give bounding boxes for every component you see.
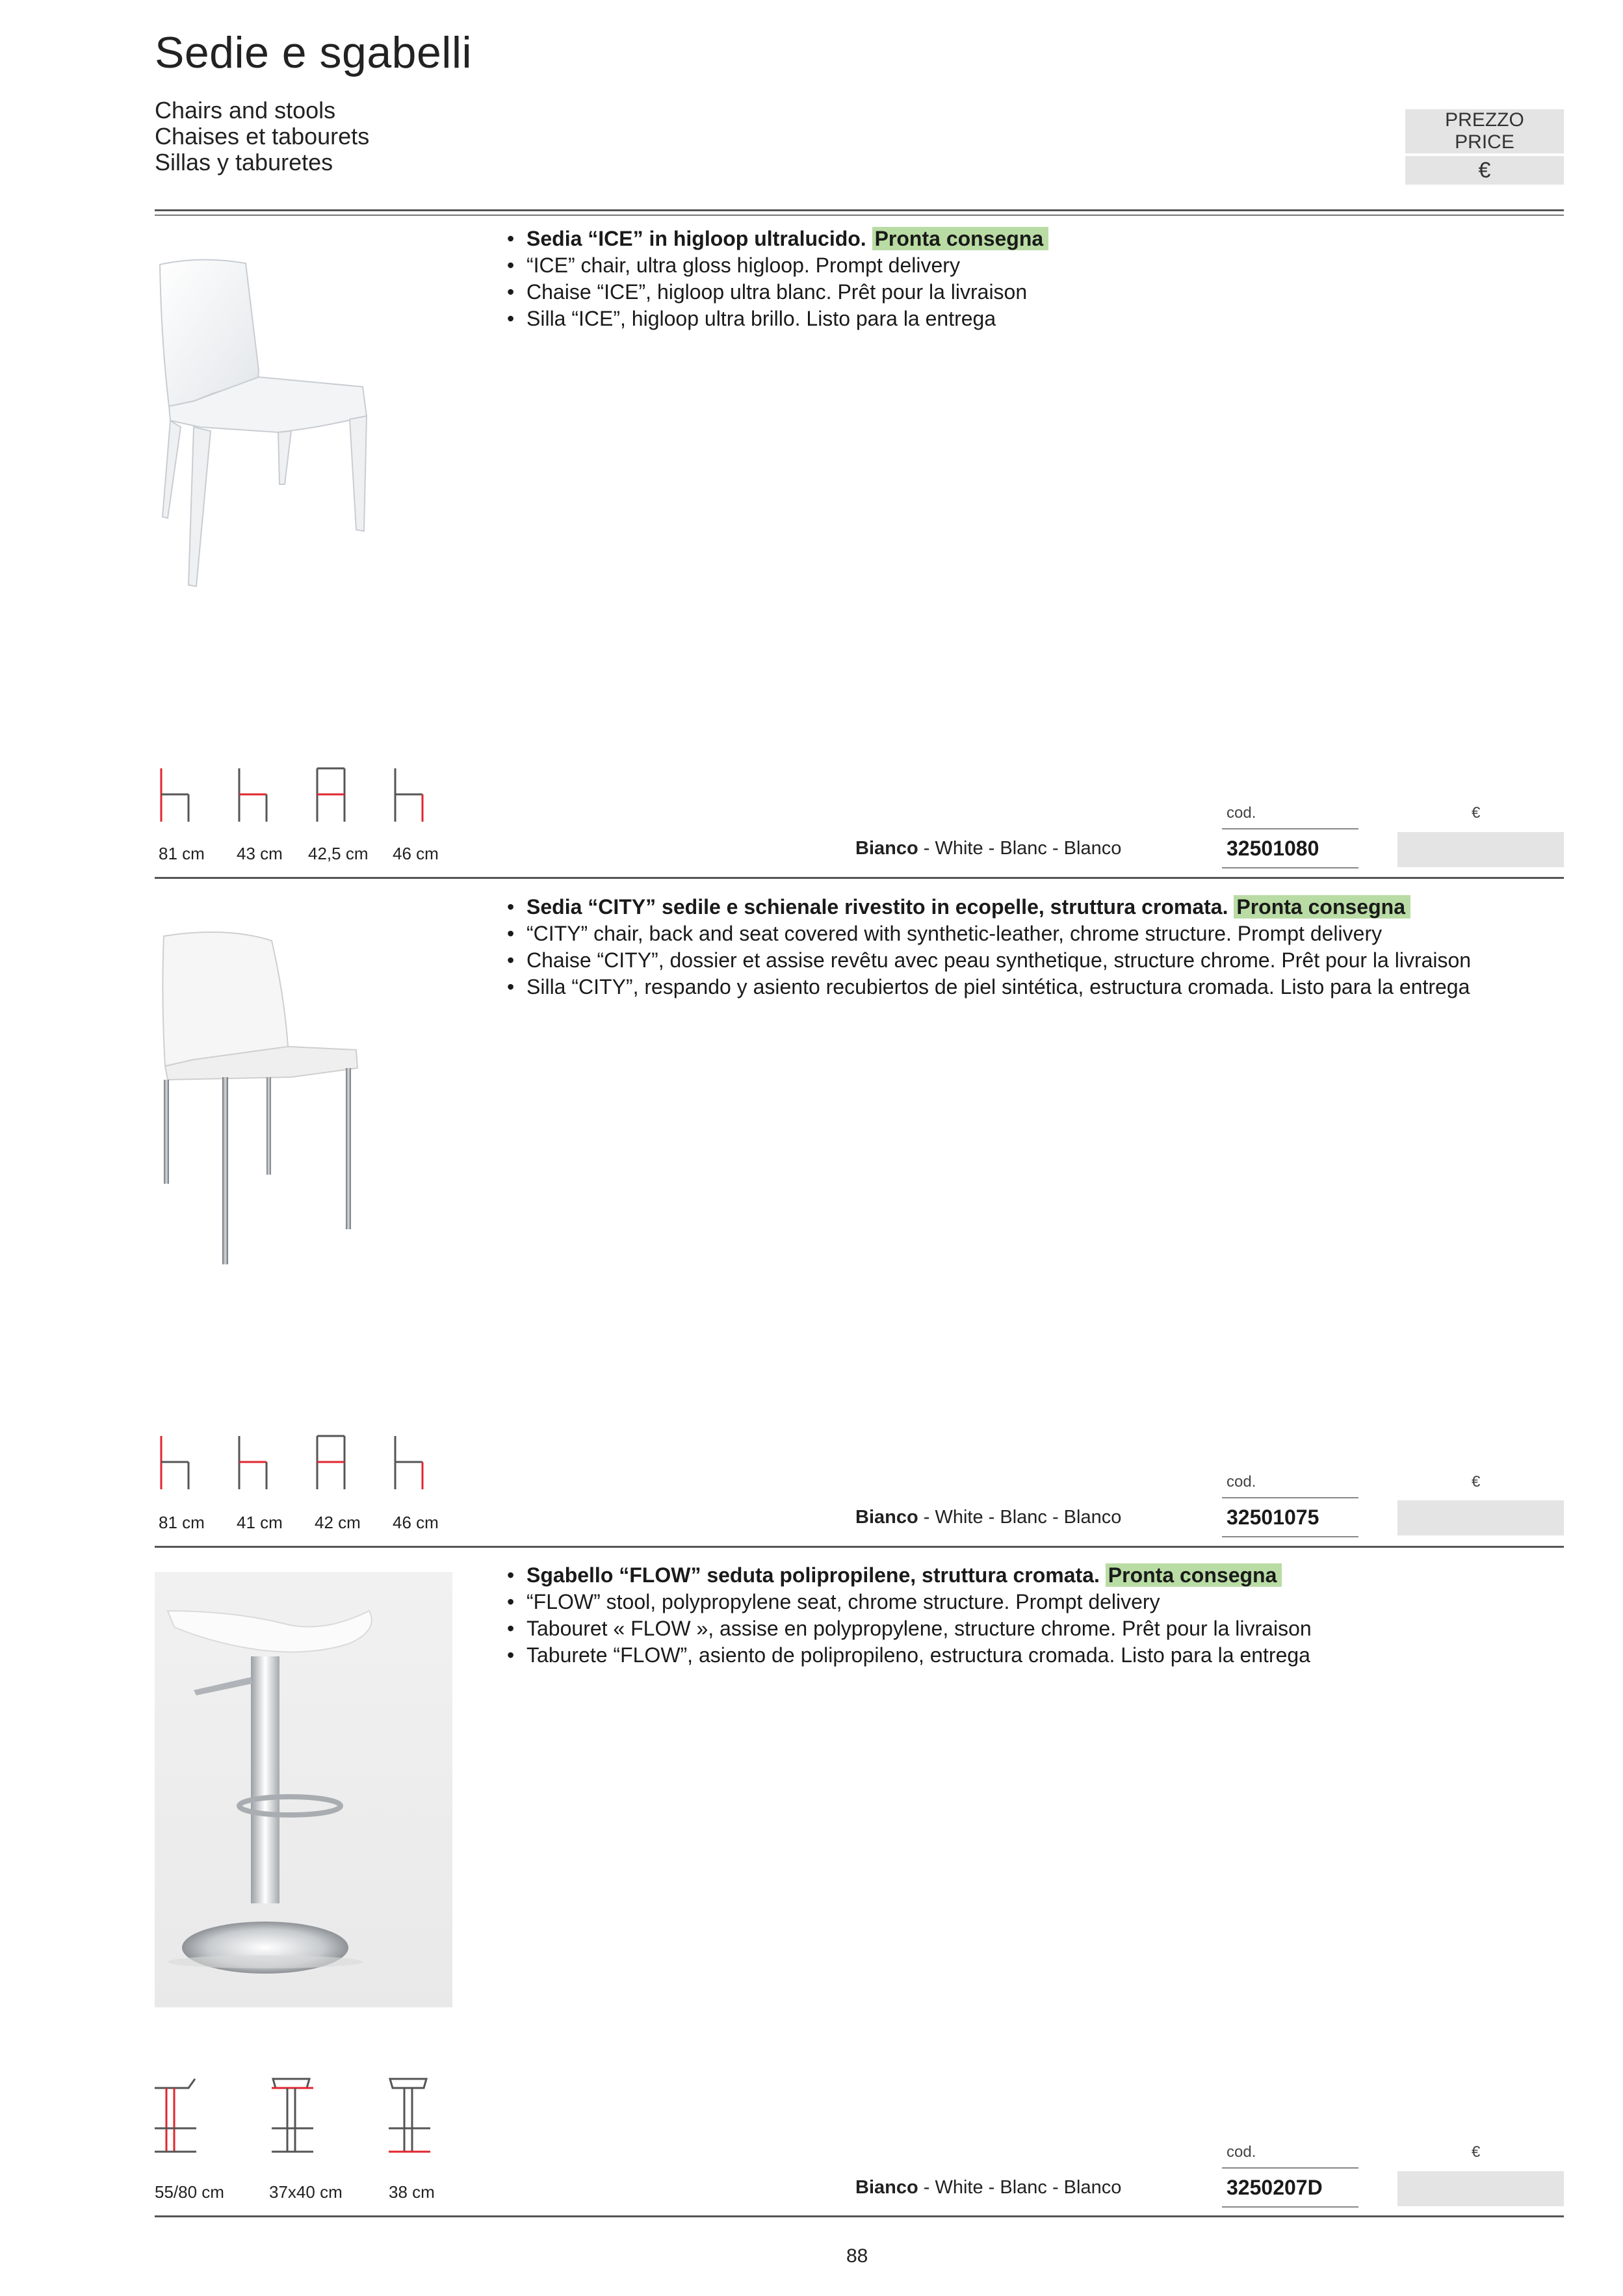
product-city-title-text: Sedia “CITY” sedile e schienale rivestito in ecopelle, struttura cromata. <box>526 895 1228 919</box>
product-flow-desc-en-text: “FLOW” stool, polypropylene seat, chrome structure. Prompt delivery <box>526 1590 1160 1613</box>
dimension-depth: 42 cm <box>315 1513 361 1532</box>
product-ice-dimension-icons <box>155 766 454 826</box>
color-rest: - White - Blanc - Blanco <box>918 838 1122 859</box>
height-icon <box>161 1436 188 1489</box>
dimension-seat-size: 37x40 cm <box>269 2182 343 2202</box>
price-cell <box>1397 2171 1564 2206</box>
product-ice-desc-es-text: Silla “ICE”, higloop ultra brillo. Listo para la entrega <box>526 307 996 330</box>
color-rest: - White - Blanc - Blanco <box>918 1507 1122 1528</box>
subtitle-es: Sillas y taburetes <box>155 149 333 176</box>
product-divider <box>155 1546 1564 1548</box>
cod-underline <box>1222 2167 1358 2169</box>
product-ice-desc-es: • Silla “ICE”, higloop ultra brillo. Listo para la entrega <box>507 307 996 330</box>
product-flow-desc-fr-text: Tabouret « FLOW », assise en polypropylene, structure chrome. Prêt pour la livraison <box>526 1617 1312 1640</box>
product-ice-desc-en: • “ICE” chair, ultra gloss higloop. Prompt delivery <box>507 254 960 277</box>
header-divider-bottom <box>155 215 1564 216</box>
product-ice-desc-en-text: “ICE” chair, ultra gloss higloop. Prompt delivery <box>526 254 960 277</box>
dimension-height: 55/80 cm <box>155 2182 224 2202</box>
header-divider-top <box>155 209 1564 211</box>
subtitle-en: Chairs and stools <box>155 97 336 124</box>
stool-seat-size-icon <box>272 2079 313 2152</box>
seat-height-icon <box>395 1436 422 1489</box>
prompt-delivery-badge: Pronta consegna <box>872 227 1049 250</box>
stool-height-icon <box>155 2079 196 2152</box>
color-bold: Bianco <box>855 2177 918 2198</box>
subtitle-fr: Chaises et tabourets <box>155 123 370 150</box>
product-city-desc-en: • “CITY” chair, back and seat covered with synthetic-leather, chrome structure. Prompt delivery <box>507 922 1383 945</box>
cod-label: cod. <box>1227 2143 1256 2161</box>
cod-label: cod. <box>1227 1473 1256 1491</box>
dimension-seat-height: 46 cm <box>393 1513 439 1532</box>
dimension-depth: 42,5 cm <box>308 844 369 863</box>
prompt-delivery-badge: Pronta consegna <box>1106 1563 1282 1587</box>
product-city-color <box>855 1507 1121 1528</box>
product-divider <box>155 2215 1564 2217</box>
depth-icon <box>317 1436 344 1489</box>
product-city-desc-es: • Silla “CITY”, respando y asiento recubiertos de piel sintética, estructura cromada. Listo para la entrega <box>507 975 1470 998</box>
product-city-desc-en-text: “CITY” chair, back and seat covered with synthetic-leather, chrome structure. Prompt delivery <box>526 922 1383 945</box>
color-bold: Bianco <box>855 1507 918 1528</box>
product-flow-dimension-icons <box>151 2074 450 2158</box>
product-ice-desc-fr-text: Chaise “ICE”, higloop ultra blanc. Prêt pour la livraison <box>526 280 1028 304</box>
price-header-price: PRICE <box>1455 131 1514 153</box>
product-city-dimension-icons <box>155 1433 454 1493</box>
dimension-seat-width: 43 cm <box>237 844 283 863</box>
product-city-desc-es-text: Silla “CITY”, respando y asiento recubiertos de piel sintética, estructura cromada. Listo para la entrega <box>526 975 1470 998</box>
cod-underline <box>1222 1536 1358 1537</box>
product-city-desc-fr-text: Chaise “CITY”, dossier et assise revêtu avec peau synthetique, structure chrome. Prêt pour la livraison <box>526 948 1472 972</box>
color-rest: - White - Blanc - Blanco <box>918 2177 1122 2198</box>
product-ice-photo <box>155 257 376 595</box>
cod-underline <box>1222 2206 1358 2208</box>
product-flow-desc-es-text: Taburete “FLOW”, asiento de polipropileno, estructura cromada. Listo para la entrega <box>526 1643 1310 1667</box>
dimension-seat-height: 46 cm <box>393 844 439 863</box>
price-cell <box>1397 1500 1564 1535</box>
seat-width-icon <box>239 1436 266 1489</box>
dimension-seat-width: 41 cm <box>237 1513 283 1532</box>
product-city-title: • Sedia “CITY” sedile e schienale rivestito in ecopelle, struttura cromata. Pronta consegna <box>507 894 1410 920</box>
product-city-code: 32501075 <box>1227 1506 1319 1529</box>
dimension-height: 81 cm <box>159 1513 205 1532</box>
seat-height-icon <box>395 768 422 822</box>
product-divider <box>155 877 1564 879</box>
product-flow-code: 3250207D <box>1227 2176 1323 2199</box>
product-flow-desc-es: • Taburete “FLOW”, asiento de polipropileno, estructura cromada. Listo para la entrega <box>507 1643 1310 1667</box>
seat-width-icon <box>239 768 266 822</box>
cod-underline <box>1222 867 1358 868</box>
page-number: 88 <box>846 2245 868 2267</box>
product-ice-color <box>855 838 1121 859</box>
product-city-desc-fr: • Chaise “CITY”, dossier et assise revêtu avec peau synthetique, structure chrome. Prêt pour la livraison <box>507 948 1472 972</box>
product-ice-code: 32501080 <box>1227 837 1319 860</box>
cod-label: cod. <box>1227 804 1256 822</box>
price-cell <box>1397 832 1564 867</box>
product-flow-desc-fr: • Tabouret « FLOW », assise en polypropylene, structure chrome. Prêt pour la livraison <box>507 1617 1312 1640</box>
dimension-height: 81 cm <box>159 844 205 863</box>
price-currency: € <box>1472 804 1481 822</box>
product-ice-desc-fr: • Chaise “ICE”, higloop ultra blanc. Prêt pour la livraison <box>507 280 1028 304</box>
dimension-base-diameter: 38 cm <box>389 2182 435 2202</box>
prompt-delivery-badge: Pronta consegna <box>1234 895 1410 919</box>
product-flow-title-text: Sgabello “FLOW” seduta polipropilene, struttura cromata. <box>526 1563 1100 1587</box>
page-title: Sedie e sgabelli <box>155 28 473 77</box>
product-flow-title: • Sgabello “FLOW” seduta polipropilene, struttura cromata. Pronta consegna <box>507 1562 1282 1589</box>
height-icon <box>161 768 188 822</box>
price-header-prezzo: PREZZO <box>1445 109 1524 131</box>
product-flow-photo <box>155 1572 452 2007</box>
product-ice-title: • Sedia “ICE” in higloop ultralucido. Pronta consegna <box>507 226 1048 252</box>
cod-underline <box>1222 1497 1358 1498</box>
depth-icon <box>317 768 344 822</box>
color-bold: Bianco <box>855 838 918 859</box>
stool-base-diameter-icon <box>389 2079 430 2152</box>
product-ice-title-text: Sedia “ICE” in higloop ultralucido. <box>526 227 866 250</box>
product-flow-color <box>855 2177 1121 2198</box>
price-header <box>1405 109 1564 153</box>
price-currency: € <box>1472 1473 1481 1491</box>
price-header-currency: € <box>1405 156 1564 185</box>
cod-underline <box>1222 828 1358 829</box>
product-city-photo <box>155 926 376 1264</box>
product-flow-desc-en: • “FLOW” stool, polypropylene seat, chrome structure. Prompt delivery <box>507 1590 1160 1613</box>
price-currency: € <box>1472 2143 1481 2161</box>
